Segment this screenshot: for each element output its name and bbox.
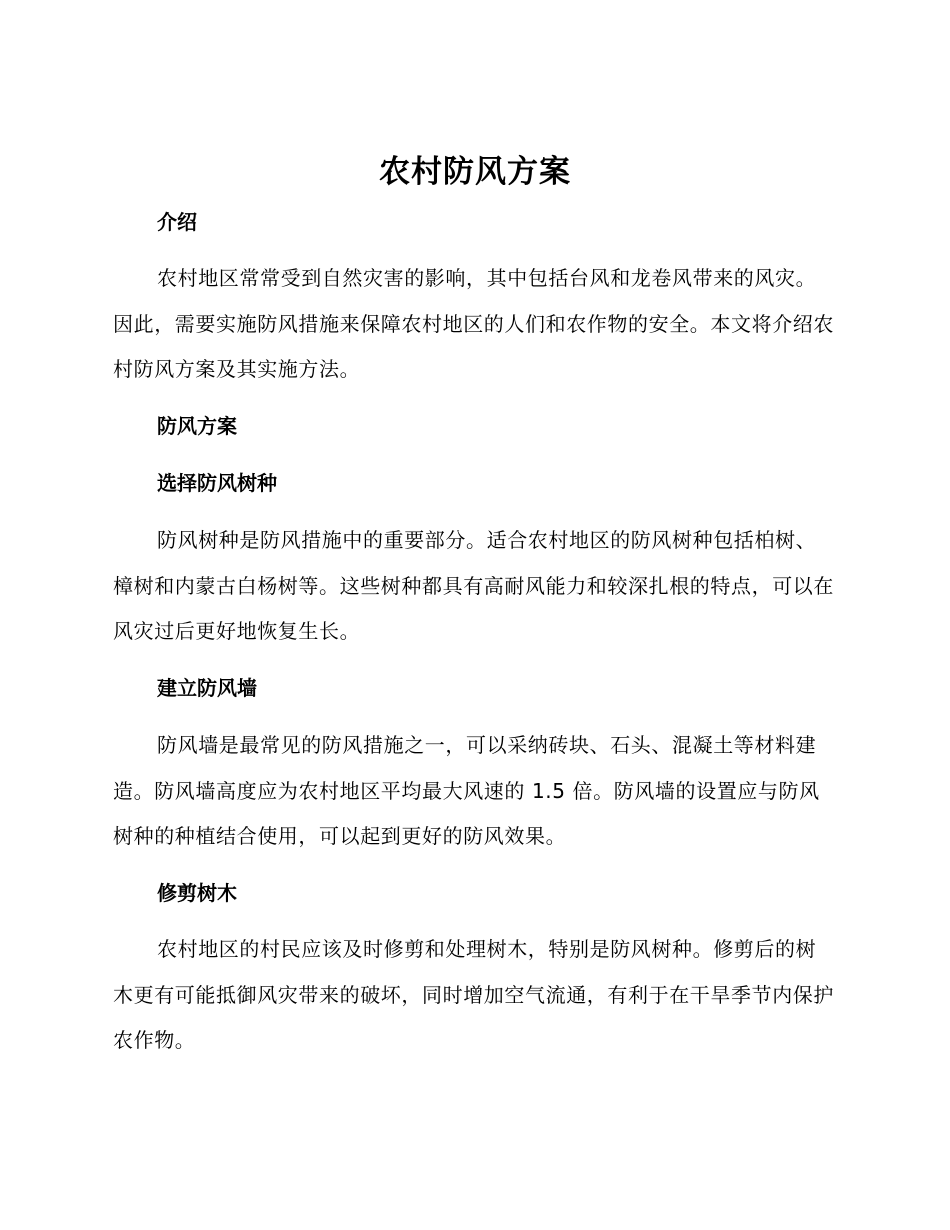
document-title: 农村防风方案: [379, 154, 571, 190]
section-paragraph-pruning: 农村地区的村民应该及时修剪和处理树木，特别是防风树种。修剪后的树木更有可能抵御风灾带来的破坏，同时增加空气流通，有利于在干旱季节内保护农作物。: [113, 937, 834, 1052]
section-heading-pruning: 修剪树木: [157, 881, 237, 905]
section-paragraph-intro: 农村地区常常受到自然灾害的影响，其中包括台风和龙卷风带来的风灾。因此，需要实施防风措施来保障农村地区的人们和农作物的安全。本文将介绍农村防风方案及其实施方法。: [113, 266, 834, 381]
section-paragraph-tree-species: 防风树种是防风措施中的重要部分。适合农村地区的防风树种包括柏树、樟树和内蒙古白杨树等。这些树种都具有高耐风能力和较深扎根的特点，可以在风灾过后更好地恢复生长。: [113, 528, 834, 643]
section-heading-windbreak-wall: 建立防风墙: [157, 676, 257, 700]
section-heading-plan: 防风方案: [157, 414, 237, 438]
section-paragraph-windbreak-wall: 防风墙是最常见的防风措施之一，可以采纳砖块、石头、混凝土等材料建造。防风墙高度应为农村地区平均最大风速的 1.5 倍。防风墙的设置应与防风树种的种植结合使用，可以起到更好的防风效果。: [113, 733, 820, 848]
section-heading-intro: 介绍: [157, 210, 197, 234]
section-heading-tree-species: 选择防风树种: [157, 471, 277, 495]
